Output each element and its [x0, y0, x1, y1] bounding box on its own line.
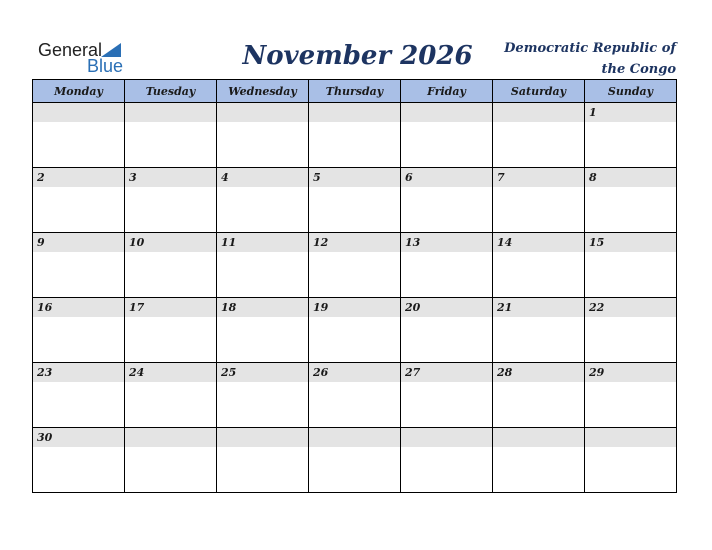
weekday-monday: Monday — [33, 80, 125, 103]
day-number: 24 — [125, 363, 216, 382]
day-number: 27 — [401, 363, 492, 382]
day-number: 29 — [585, 363, 676, 382]
day-number: 17 — [125, 298, 216, 317]
day-number: 16 — [33, 298, 124, 317]
weekday-friday: Friday — [401, 80, 493, 103]
day-number — [217, 428, 308, 447]
day-number: 9 — [33, 233, 124, 252]
day-cell[interactable] — [401, 103, 493, 168]
day-number: 15 — [585, 233, 676, 252]
day-cell[interactable] — [493, 428, 585, 493]
day-number: 19 — [309, 298, 400, 317]
day-cell[interactable] — [125, 168, 217, 233]
day-number — [585, 428, 676, 447]
day-cell[interactable] — [217, 103, 309, 168]
week-row — [33, 363, 677, 428]
day-cell[interactable] — [217, 298, 309, 363]
day-number: 2 — [33, 168, 124, 187]
country-line-1: Democratic Republic of — [504, 41, 676, 56]
day-number: 3 — [125, 168, 216, 187]
day-number: 25 — [217, 363, 308, 382]
day-number: 28 — [493, 363, 584, 382]
logo-triangle-icon — [101, 43, 121, 57]
week-row — [33, 103, 677, 168]
week-row — [33, 233, 677, 298]
day-cell[interactable] — [309, 298, 401, 363]
day-cell[interactable] — [33, 233, 125, 298]
day-cell[interactable] — [125, 428, 217, 493]
week-row — [33, 298, 677, 363]
day-number: 8 — [585, 168, 676, 187]
day-cell[interactable] — [125, 363, 217, 428]
logo-text-blue: Blue — [87, 56, 124, 76]
day-number: 21 — [493, 298, 584, 317]
day-cell[interactable] — [401, 363, 493, 428]
day-cell[interactable] — [309, 168, 401, 233]
day-cell[interactable] — [585, 428, 677, 493]
day-cell[interactable] — [493, 363, 585, 428]
day-number: 26 — [309, 363, 400, 382]
day-cell[interactable] — [585, 363, 677, 428]
day-number: 6 — [401, 168, 492, 187]
day-cell[interactable] — [401, 298, 493, 363]
day-cell[interactable] — [309, 428, 401, 493]
weekday-header-row — [33, 80, 677, 103]
calendar-grid — [32, 79, 677, 493]
day-cell[interactable] — [309, 363, 401, 428]
day-number: 30 — [33, 428, 124, 447]
day-number — [33, 103, 124, 122]
day-number — [217, 103, 308, 122]
calendar-body — [33, 103, 677, 493]
day-cell[interactable] — [33, 103, 125, 168]
week-row — [33, 168, 677, 233]
day-cell[interactable] — [125, 233, 217, 298]
day-cell[interactable] — [309, 103, 401, 168]
day-cell[interactable] — [217, 363, 309, 428]
day-number — [401, 428, 492, 447]
day-cell[interactable] — [585, 298, 677, 363]
day-number — [125, 103, 216, 122]
day-cell[interactable] — [309, 233, 401, 298]
day-cell[interactable] — [217, 168, 309, 233]
day-cell[interactable] — [493, 103, 585, 168]
day-number: 18 — [217, 298, 308, 317]
logo-text-general: General — [38, 40, 103, 60]
day-cell[interactable] — [33, 298, 125, 363]
day-number: 22 — [585, 298, 676, 317]
day-cell[interactable] — [33, 428, 125, 493]
day-number: 12 — [309, 233, 400, 252]
day-number: 23 — [33, 363, 124, 382]
day-number: 1 — [585, 103, 676, 122]
day-number — [493, 103, 584, 122]
day-cell[interactable] — [493, 298, 585, 363]
country-name — [486, 38, 676, 80]
country-line-2: the Congo — [601, 62, 676, 77]
weekday-sunday: Sunday — [585, 80, 677, 103]
weekday-saturday: Saturday — [493, 80, 585, 103]
week-row — [33, 428, 677, 493]
day-number — [125, 428, 216, 447]
day-cell[interactable] — [585, 168, 677, 233]
day-cell[interactable] — [401, 428, 493, 493]
day-number: 7 — [493, 168, 584, 187]
day-number — [309, 103, 400, 122]
day-number: 5 — [309, 168, 400, 187]
day-cell[interactable] — [401, 168, 493, 233]
calendar-title: November 2026 — [242, 41, 473, 71]
day-cell[interactable] — [493, 168, 585, 233]
day-cell[interactable] — [585, 233, 677, 298]
day-cell[interactable] — [125, 298, 217, 363]
day-number: 11 — [217, 233, 308, 252]
day-number: 13 — [401, 233, 492, 252]
day-cell[interactable] — [217, 233, 309, 298]
day-cell[interactable] — [217, 428, 309, 493]
day-number — [309, 428, 400, 447]
weekday-wednesday: Wednesday — [217, 80, 309, 103]
day-cell[interactable] — [585, 103, 677, 168]
day-number: 14 — [493, 233, 584, 252]
day-cell[interactable] — [33, 363, 125, 428]
weekday-thursday: Thursday — [309, 80, 401, 103]
general-blue-logo — [38, 40, 128, 74]
day-number: 20 — [401, 298, 492, 317]
weekday-tuesday: Tuesday — [125, 80, 217, 103]
day-number — [401, 103, 492, 122]
day-cell[interactable] — [125, 103, 217, 168]
day-cell[interactable] — [33, 168, 125, 233]
day-number: 10 — [125, 233, 216, 252]
day-cell[interactable] — [401, 233, 493, 298]
day-cell[interactable] — [493, 233, 585, 298]
day-number — [493, 428, 584, 447]
day-number: 4 — [217, 168, 308, 187]
